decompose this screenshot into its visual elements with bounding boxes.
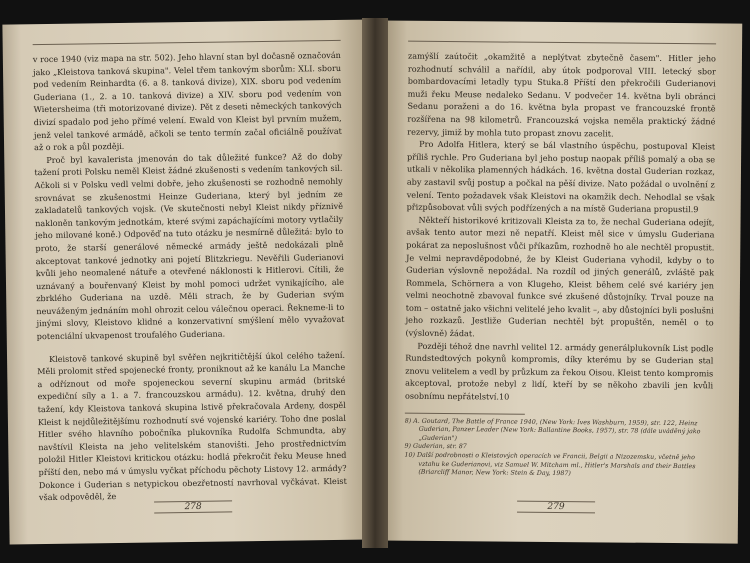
footnote: 9) Guderian, str. 87 xyxy=(404,443,467,451)
paragraph: Proč byl kavalerista jmenován do tak důležité funkce? Až do doby tažení proti Polsku neměl Kleist žádné zkušenosti s vedením tankových sil. Ačkoli si v Polsku vedl velmi dobře, jeho zkušenosti se rozhodně nemohly srovnávat se zkušenostmi Heinze Guderiana, který byl jedním ze zakladatelů tankových vojsk. (Ve skutečnosti nebyl Kleist nikdy příznivě nakloněn tankovým jednotkám, které svými zapáchajícími motory vytlačily jeho milované koně.) Odpověď na tuto otázku je nesmírně důležitá: bylo to proto, že starší generálové německé armády ještě nedokázali plně akceptovat tankové jednotky ani pojetí Blitzkriegu. Nevěřili Guderianovi kvůli jeho neomalené nátuře a otevřené náklonosti k Hitlerovi. Cítili, že uznávaný a bouřenvaný Kleist by mohl pomoci udržet vynikajícího, ale zbrklého Guderiana na uzdě. Měli strach, že by Guderian svým neuváženým jednáním mohl ohrozit celou válečnou operaci. Řekneme-li to jinými slovy, Kleistovo klidné a konzervativní smýšlení mělo vyvažovat potenciální ukvapenost troufalého Guderiana. xyxy=(34,150,345,342)
footnote: 8) A. Goutard, The Battle of France 1940, (New York: Ives Washburn, 1959), str. 122, Heinz Guderian, Panzer Leader (New York: Ballantine Books, 1957), str. 78 (dále uváděný jako „Guderian") xyxy=(404,417,701,442)
footnote: 10) Další podrobnosti o Kleistových operacích ve Francii, Belgii a Nizozemsku, včetně jeho vztahu ke Guderianovi, viz Samuel W. Mitcham ml., Hitler's Marshals and their Battles (Briarcliff Manor, New York: Stein & Day, 1987) xyxy=(404,451,696,478)
paragraph: Později téhož dne navrhl velitel 12. armády generálplukovník List podle Rundstedtových pokynů kompromis, díky kterému by se Guderian stal znovu velitelem a vedl by průzkum za řekou Oisou. Kleist tento kompromis akceptoval, protože nebyl z lidí, kteří by se někoho zbavili jen kvůli osobnímu nepřátelství.10 xyxy=(404,340,714,402)
book-gutter xyxy=(362,18,388,548)
page-number: 279 xyxy=(374,500,738,513)
left-page xyxy=(2,19,377,544)
paragraph: Někteří historikové kritizovali Kleista za to, že nechal Guderiana odejít, avšak tento autor mezi ně nepatří. Kleist měl sice v úmyslu Guderiana pokárat za neposlušnost vůči příkazům, rozhodně ho ale nechtěl propustit. Je velmi nepravděpodobné, že by Kleist Guderiana vyhodil, kdyby o to Guderian výslovně nepožádal. Na rozdíl od jiných generálů, zvláště pak Rommela, Schörnera a von Klugeho, Kleist během celé své kariéry jen velmi neochotně zbavoval funkce své zkušené důstojníky. Trval pouze na tom – ostatně jako všichni velitelé jeho kvalit –, aby důstojníci byli poslušni jeho rozkazů. Jestliže Guderian nechtěl být propuštěn, neměl o to (výslovně) žádat. xyxy=(405,214,715,339)
paragraph: zamýšlí zaútočit „okamžitě a neplýtvat zbytečně časem". Hitler jeho rozhodnutí schválil a nařídil, aby útok podporoval VIII. letecký sbor bombardovacími letadly typu Stuka.8 Příští den překročili Guderianovi muži řeku Meuse nedaleko Sedanu. V podvečer 14. května byli obránci Sedanu poraženi a do 16. května byla propast ve francouzské frontě rozšířena na 98 kilometrů. Francouzská vojska neměla praktický žádné rezervy, jimiž by mohla tuto propast znovu zacelit. xyxy=(407,50,717,139)
paragraph: v roce 1940 (viz mapa na str. 502). Jeho hlavní stan byl dočasně označován jako „Kleistova tanková skupina". Velel třem tankovým sborům: XLI. sboru pod vedením Reinhardta (6. a 8. tanková divize), XIX. sboru pod vedením Guderiana (1., 2. a 10. tanková divize) a XIV. sboru pod vedením von Wietersheima (tři motorizované divize). Pět z deseti německých tankových divizí spadalo pod jeho přímé velení. Ewald von Kleist byl prvním mužem, jenž velel tankové armádě, ačkoli se tento termín začal oficiálně používat až o rok a půl později. xyxy=(32,49,342,153)
footnotes xyxy=(404,417,713,480)
header-rule xyxy=(408,41,716,45)
header-rule xyxy=(33,40,341,45)
right-page xyxy=(374,20,743,543)
paragraph: Pro Adolfa Hitlera, který se bál vlastního úspěchu, postupoval Kleist příliš rychle. Pro Guderiana byl jeho postup naopak příliš pomalý a oba se utkali v několika plamenných hádkách. 16. května dostal Guderian rozkaz, aby zastavil svůj postup a počkal na pěší divize. Nato požádal o uvolnění z velení. Tento požadavek však Kleistovi na okamžik dech. Nehodlal se však přizpůsobovat vůli svých podřízených a na místě Guderiana propustil.9 xyxy=(406,138,716,215)
left-page-text xyxy=(33,49,347,504)
page-number: 278 xyxy=(9,499,377,514)
paragraph: Kleistově tankové skupině byl svěřen nejkritičtější úkol celého tažení. Měli prolomit střed spojenecké fronty, proniknout až ke kanálu La Manche a odříznout od moře spojeneckou severní skupinu armád (britské expediční síly a 1. a 7. francouzskou armádu). 12. května, druhý den tažení, kdy Kleistova tanková skupina lstivě překračovala Ardeny, dospěl Kleist k nejdůležitějšímu rozhodnutí své vojenské kariéry. Toho dne poslal Hitler svého hlavního pobočníka plukovníka Rudolfa Schmundta, aby navštívil Kleista na jeho velitelském stanovišti. Jeho prostřednictvím položil Hitler Kleistovi kritickou otázku: hodlá překročit řeku Meuse hned příští den, nebo má v úmyslu vyčkat příchodu pěchoty Listovy 12. armády? Dokonce i Guderian s netypickou obezřetností navrhoval vyčkávat. Kleist však odpověděl, že xyxy=(37,349,347,503)
right-page-text xyxy=(405,50,716,405)
